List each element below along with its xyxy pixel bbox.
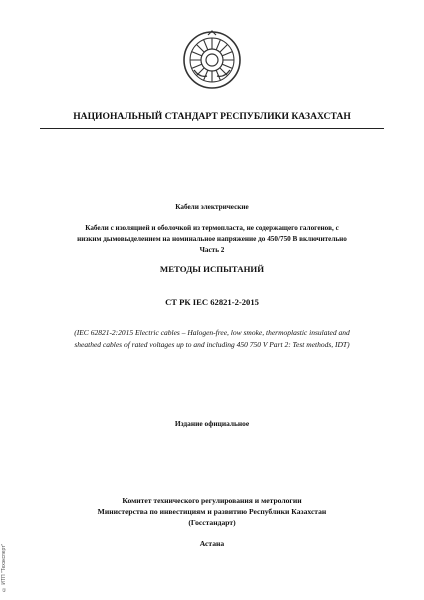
kazakhstan-emblem-icon: [182, 30, 242, 90]
edition-label: Издание официальное: [174, 419, 250, 428]
org-line3: (Госстандарт): [188, 518, 236, 527]
doc-part: Часть 2: [199, 246, 225, 254]
city: Астана: [199, 539, 225, 548]
doc-subtitle: МЕТОДЫ ИСПЫТАНИЙ: [159, 264, 265, 274]
doc-category: Кабели электрические: [175, 203, 249, 211]
title-rule: [40, 128, 384, 129]
doc-designation: СТ РК IEC 62821-2-2015: [165, 297, 259, 307]
english-title-line1: (IEC 62821-2:2015 Electric cables – Halogen-free, low smoke, thermoplastic insulated and: [74, 328, 350, 337]
doc-title-line2: низким дымовыделением на номинальное напряжение до 450/750 В включительно: [77, 235, 347, 243]
english-title-line2: sheathed cables of rated voltages up to and including 450 750 V Part 2: Test methods, IDT): [74, 340, 350, 349]
doc-title-line1: Кабели с изоляцией и оболочкой из термопласта, не содержащего галогенов, с: [85, 224, 339, 232]
org-line2: Министерства по инвестициям и развитию Республики Казахстан: [97, 507, 327, 516]
standard-title: НАЦИОНАЛЬНЫЙ СТАНДАРТ РЕСПУБЛИКИ КАЗАХСТАН: [73, 111, 351, 122]
copyright-side-note: © ИТП "Техэксперт": [1, 543, 7, 592]
org-line1: Комитет технического регулирования и метрологии: [122, 496, 302, 505]
